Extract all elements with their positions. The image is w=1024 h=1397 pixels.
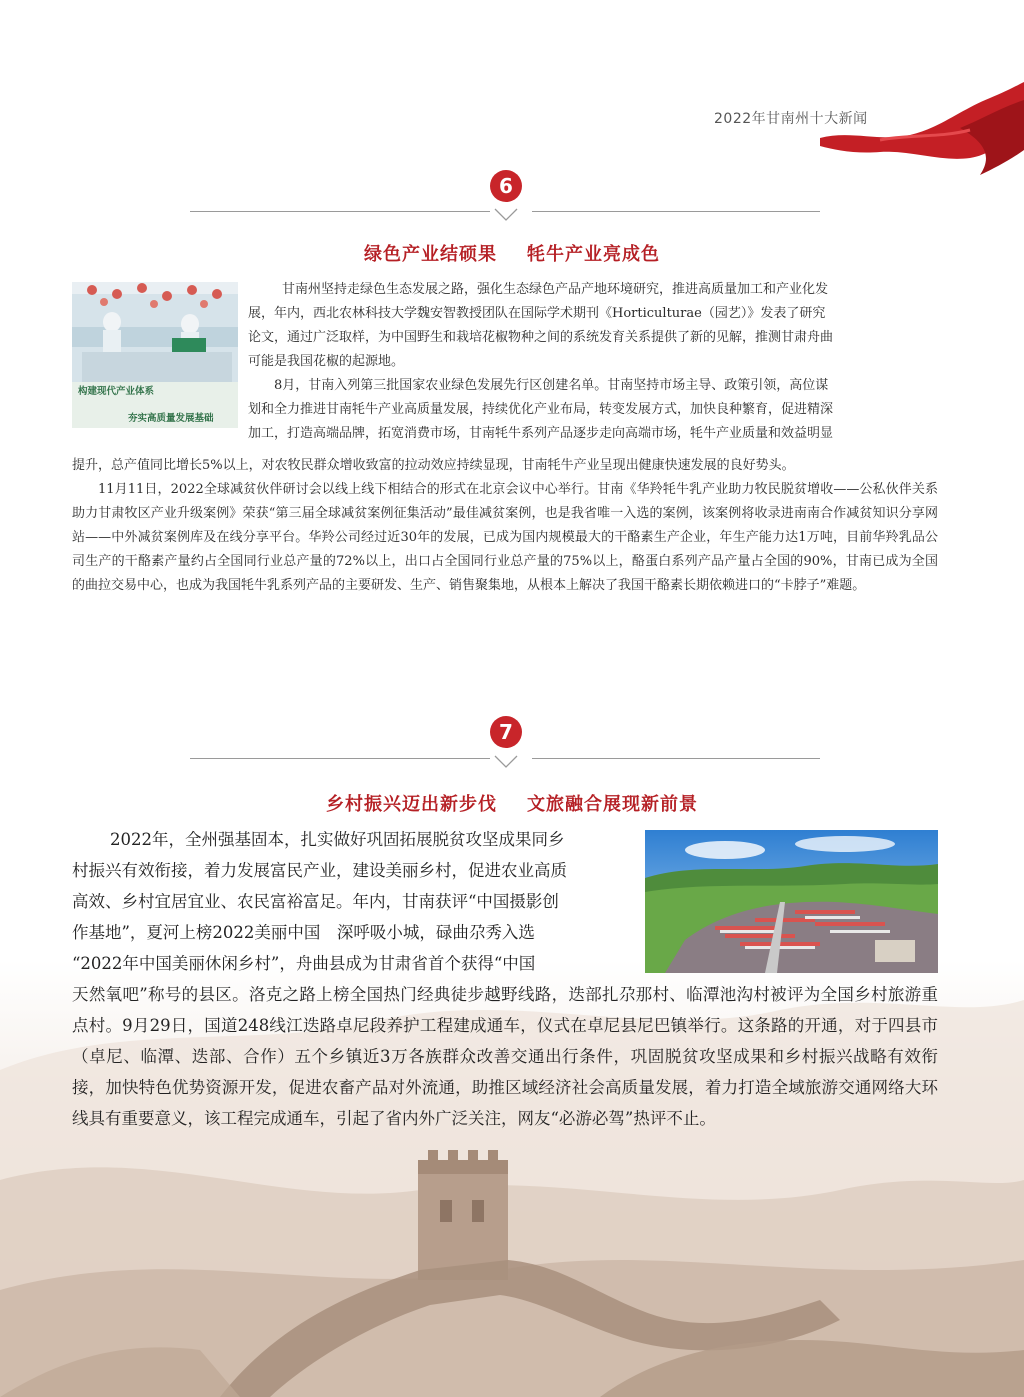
- grassland-village-image: [645, 830, 938, 973]
- section-6-title-b: 牦牛产业亮成色: [527, 244, 660, 265]
- village-landscape-photo: [645, 830, 938, 973]
- section-6-rule-right: [532, 211, 820, 212]
- photo-caption-2: 夯实高质量发展基础: [128, 413, 214, 424]
- red-ribbon-decoration: [820, 80, 1024, 190]
- para-1-line: 可能是我国花椒的起源地。: [248, 354, 405, 369]
- para-1-line: 展，年内，西北农林科技大学魏安智教授团队在国际学术期刊《Horticulturae（园艺）》发表了研究: [248, 306, 826, 321]
- para-2-line: 8月，甘南入列第三批国家农业绿色发展先行区创建名单。甘南坚持市场主导、政策引领，高位谋: [274, 378, 829, 393]
- para-2-line: 划和全力推进甘南牦牛产业高质量发展，持续优化产业布局，转变发展方式，加快良种繁育，促进精深: [248, 402, 834, 417]
- section-7-title-a: 乡村振兴迈出新步伐: [326, 794, 497, 815]
- para-1-line: 论文，通过广泛取样，为中国野生和栽培花椒物种之间的系统发育关系提供了新的见解，推测甘肃舟曲: [248, 330, 834, 345]
- section-7-para: [72, 824, 638, 979]
- section-6-para-2-tail: 提升，总产值同比增长5%以上，对农牧民群众增收致富的拉动效应持续显现，甘南牦牛产业呈现出健康快速发展的良好势头。: [72, 458, 795, 473]
- section-6-badge: 6: [490, 170, 522, 202]
- para-1-line: 甘南州坚持走绿色生态发展之路，强化生态绿色产品产地环境研究，推进高质量加工和产业化发: [282, 282, 829, 297]
- factory-workers-image: [72, 282, 238, 382]
- section-7-badge: 7: [490, 716, 522, 748]
- industry-photo: [72, 282, 238, 428]
- chevron-down-icon: [494, 755, 518, 769]
- section-6-para-3: 11月11日，2022全球减贫伙伴研讨会以线上线下相结合的形式在北京会议中心举行。甘南《华羚牦牛乳产业助力牧民脱贫增收——公私伙伴关系助力甘肃牧区产业升级案例》荣获“第三届全球减贫案例征集活动”最佳减贫案例，也是我省唯一入选的案例，该案例将收录进南南合作减贫知识分享网站——中外减贫案例库及在线分享平台。华羚公司经过近30年的发展，已成为国内规模最大的干酪素生产企业，年生产能力达1万吨，目前华羚乳品公司生产的干酪素产量约占全国同行业总产量的72%以上，出口占全国同行业总产量的75%以上，酪蛋白系列产品产量占全国的90%，甘南已成为全国的曲拉交易中心，也成为我国牦牛乳系列产品的主要研发、生产、销售聚集地，从根本上解决了我国干酪素长期依赖进口的“卡脖子”难题。: [72, 482, 938, 593]
- section-6-rule-left: [190, 211, 490, 212]
- para-line: “2022年中国美丽休闲乡村”，舟曲县成为甘肃省首个获得“中国: [72, 954, 536, 973]
- para-line: 高效、乡村宜居宜业、农民富裕富足。年内，甘南获评“中国摄影创: [72, 892, 559, 911]
- para-line: 作基地”，夏河上榜2022美丽中国 深呼吸小城，碌曲尕秀入选: [72, 923, 535, 942]
- photo-caption-1: 构建现代产业体系: [78, 386, 155, 397]
- section-7-para-tail: 天然氧吧”称号的县区。洛克之路上榜全国热门经典徒步越野线路，迭部扎尕那村、临潭池沟村被评为全国乡村旅游重点村。9月29日，国道248线江迭路卓尼段养护工程建成通车，仪式在卓尼县尼巴镇举行。这条路的开通，对于四县市（卓尼、临潭、迭部、合作）五个乡镇近3万各族群众改善交通出行条件，巩固脱贫攻坚成果和乡村振兴战略有效衔接，加快特色优势资源开发，促进农畜产品对外流通，助推区域经济社会高质量发展，着力打造全域旅游交通网络大环线具有重要意义，该工程完成通车，引起了省内外广泛关注，网友“必游必驾”热评不止。: [72, 985, 938, 1128]
- para-2-line: 加工，打造高端品牌，拓宽消费市场，甘南牦牛系列产品逐步走向高端市场，牦牛产业质量和效益明显: [248, 426, 834, 441]
- chevron-down-icon: [494, 208, 518, 222]
- section-6-title-a: 绿色产业结硕果: [364, 244, 497, 265]
- section-7-title: [0, 790, 1024, 816]
- section-6-para-1: [248, 278, 938, 446]
- header-tag: 2022年甘南州十大新闻: [714, 111, 868, 127]
- section-7-title-b: 文旅融合展现新前景: [527, 794, 698, 815]
- section-7-rule-right: [532, 758, 820, 759]
- section-7-rule-left: [190, 758, 490, 759]
- para-line: 2022年，全州强基固本，扎实做好巩固拓展脱贫攻坚成果同乡: [110, 830, 565, 849]
- section-6-title: [0, 240, 1024, 266]
- para-line: 村振兴有效衔接，着力发展富民产业，建设美丽乡村，促进农业高质: [72, 861, 567, 880]
